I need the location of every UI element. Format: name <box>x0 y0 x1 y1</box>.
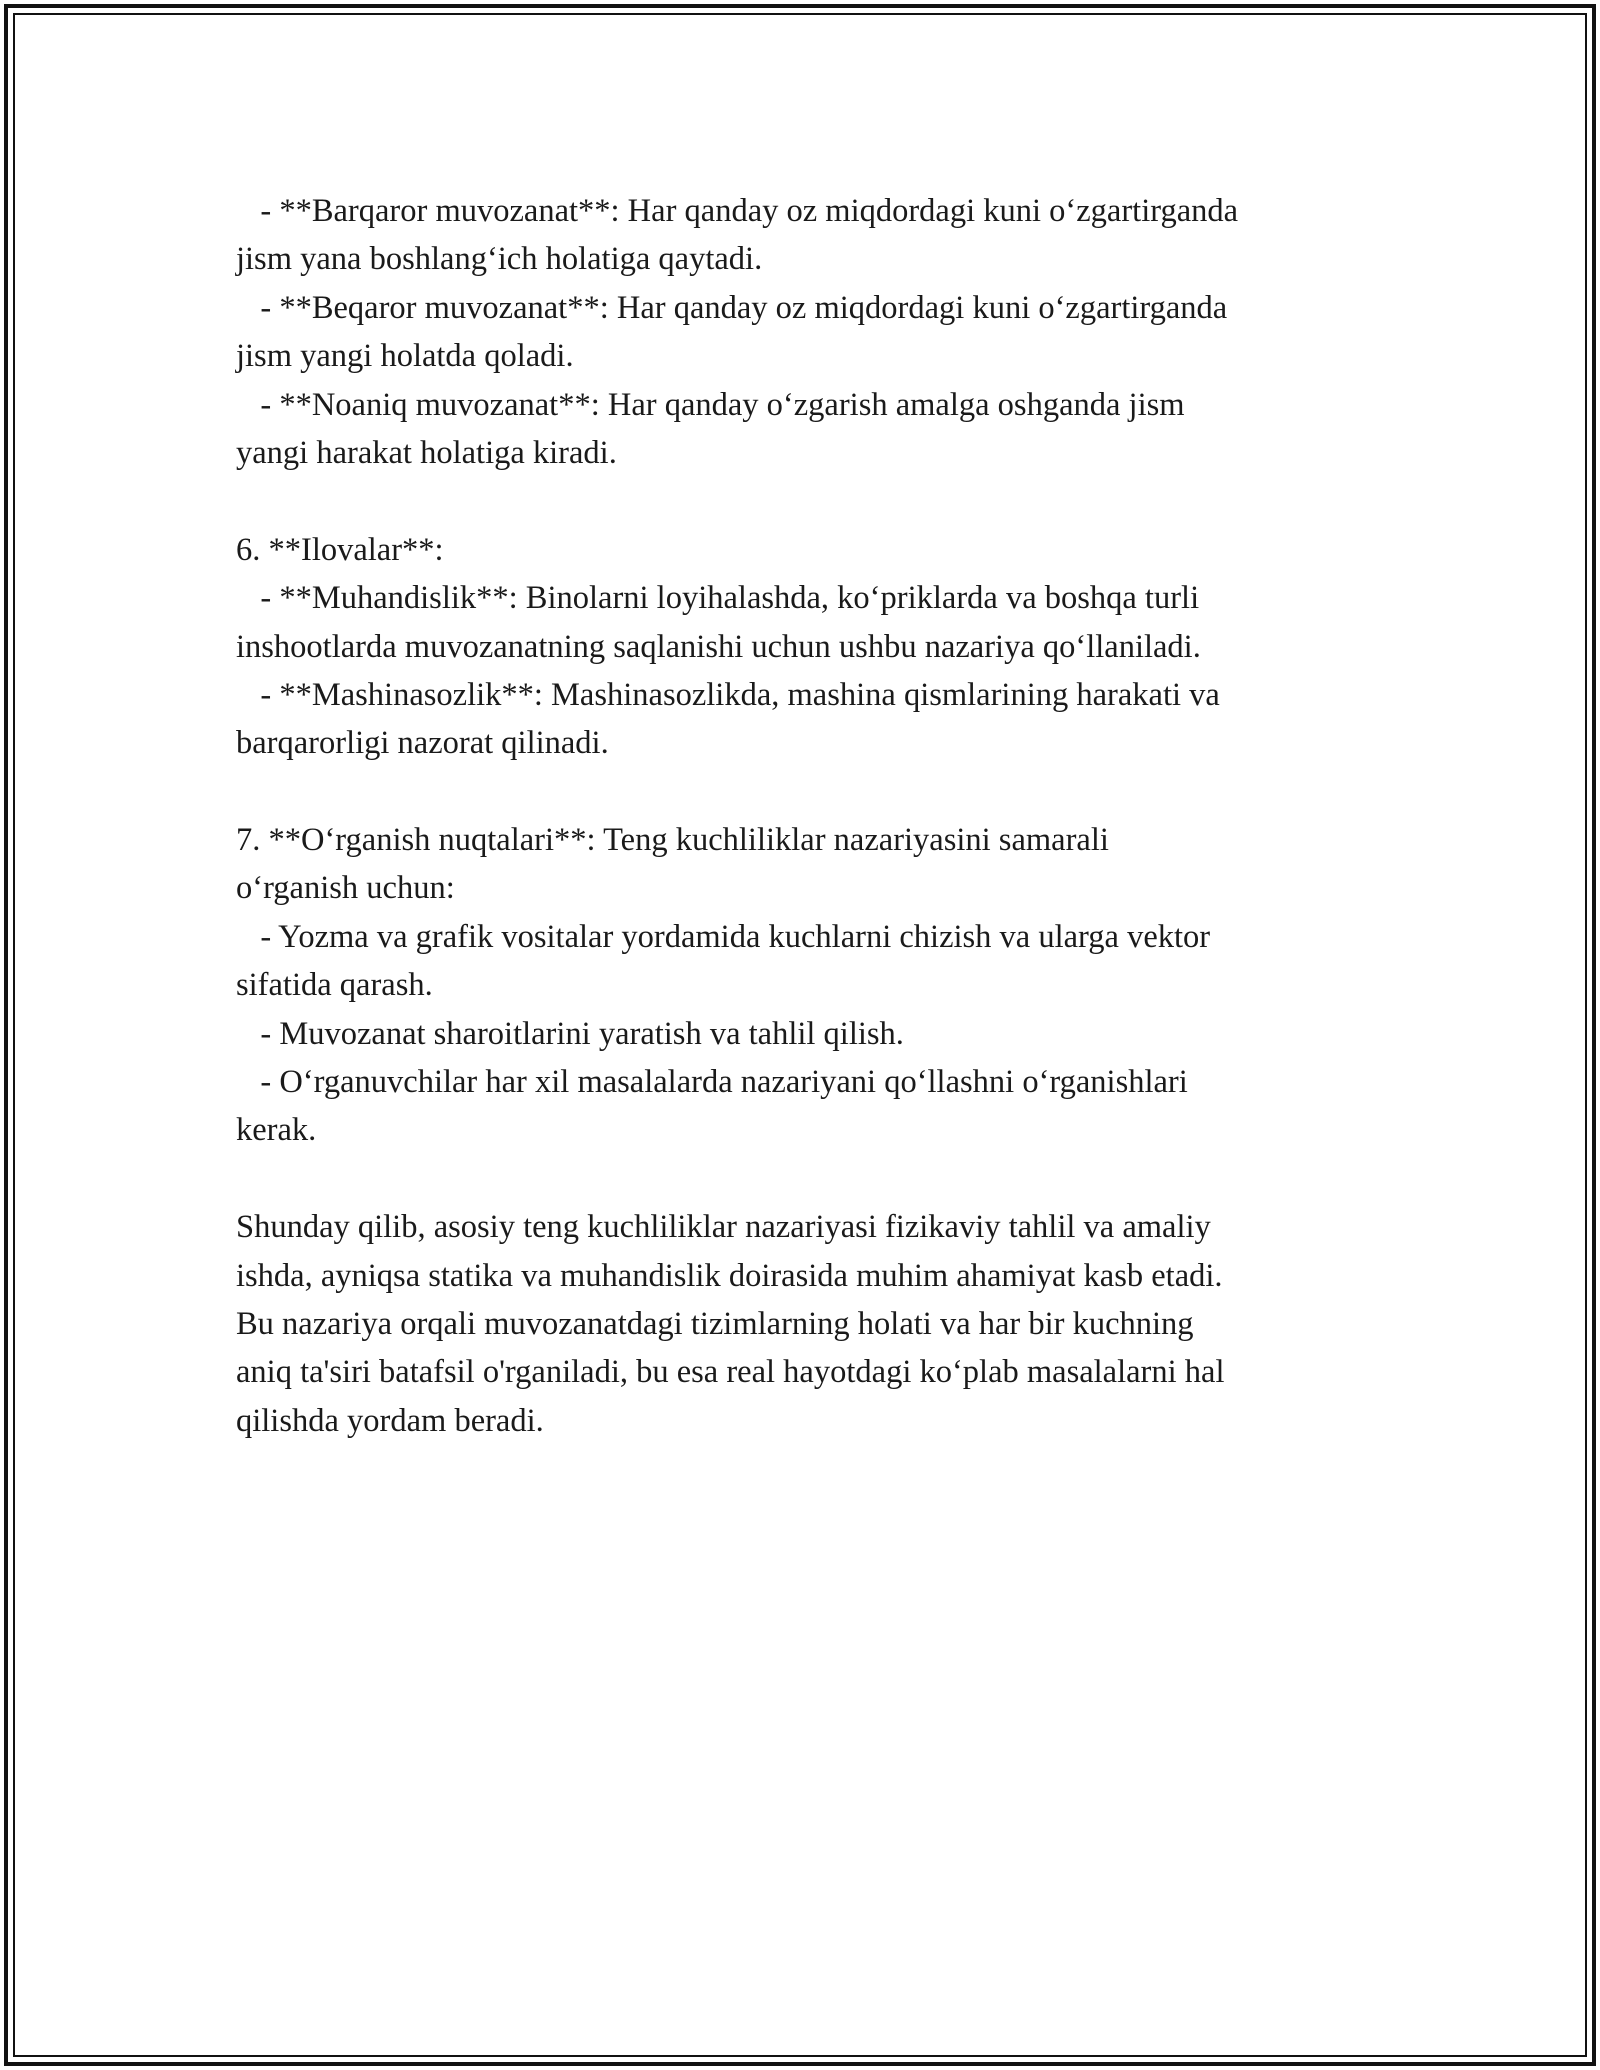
text-line: - **Muhandislik**: Binolarni loyihalashda, ko‘priklarda va boshqa turli <box>236 580 1200 617</box>
text-line: sifatida qarash. <box>236 967 433 1004</box>
conclusion-line: qilishda yordam beradi. <box>236 1402 544 1439</box>
section-heading: 7. **O‘rganish nuqtalari**: Teng kuchliliklar nazariyasini samarali <box>236 822 1109 859</box>
blank-line <box>236 477 1386 525</box>
text-line: - Muvozanat sharoitlarini yaratish va tahlil qilish. <box>236 1015 904 1052</box>
blank-line <box>236 1155 1386 1203</box>
text-line: o‘rganish uchun: <box>236 870 455 907</box>
blank-line <box>236 768 1386 816</box>
text-line: - **Mashinasozlik**: Mashinasozlikda, mashina qismlarining harakati va <box>236 676 1220 713</box>
text-line: - **Noaniq muvozanat**: Har qanday o‘zgarish amalga oshganda jism <box>236 386 1185 423</box>
text-line: yangi harakat holatiga kiradi. <box>236 434 617 471</box>
conclusion-line: aniq ta'siri batafsil o'rganiladi, bu esa real hayotdagi ko‘plab masalalarni hal <box>236 1354 1225 1391</box>
text-line: - O‘rganuvchilar har xil masalalarda nazariyani qo‘llashni o‘rganishlari <box>236 1064 1188 1101</box>
conclusion-line: Shunday qilib, asosiy teng kuchliliklar nazariyasi fizikaviy tahlil va amaliy <box>236 1209 1211 1246</box>
conclusion-line: ishda, ayniqsa statika va muhandislik doirasida muhim ahamiyat kasb etadi. <box>236 1257 1223 1294</box>
text-line: - **Beqaror muvozanat**: Har qanday oz miqdordagi kuni o‘zgartirganda <box>236 289 1228 326</box>
text-line: - Yozma va grafik vositalar yordamida kuchlarni chizish va ularga vektor <box>236 918 1211 955</box>
conclusion-line: Bu nazariya orqali muvozanatdagi tizimlarning holati va har bir kuchning <box>236 1305 1194 1342</box>
text-line: inshootlarda muvozanatning saqlanishi uchun ushbu nazariya qo‘llaniladi. <box>236 628 1201 665</box>
text-line: jism yana boshlang‘ich holatiga qaytadi. <box>236 241 763 278</box>
text-line: - **Barqaror muvozanat**: Har qanday oz miqdordagi kuni o‘zgartirganda <box>236 193 1239 229</box>
text-line: barqarorligi nazorat qilinadi. <box>236 725 609 762</box>
text-line: kerak. <box>236 1112 317 1149</box>
text-line: jism yangi holatda qoladi. <box>236 338 574 375</box>
document-body <box>236 187 1386 1445</box>
section-heading: 6. **Ilovalar**: <box>236 531 444 568</box>
